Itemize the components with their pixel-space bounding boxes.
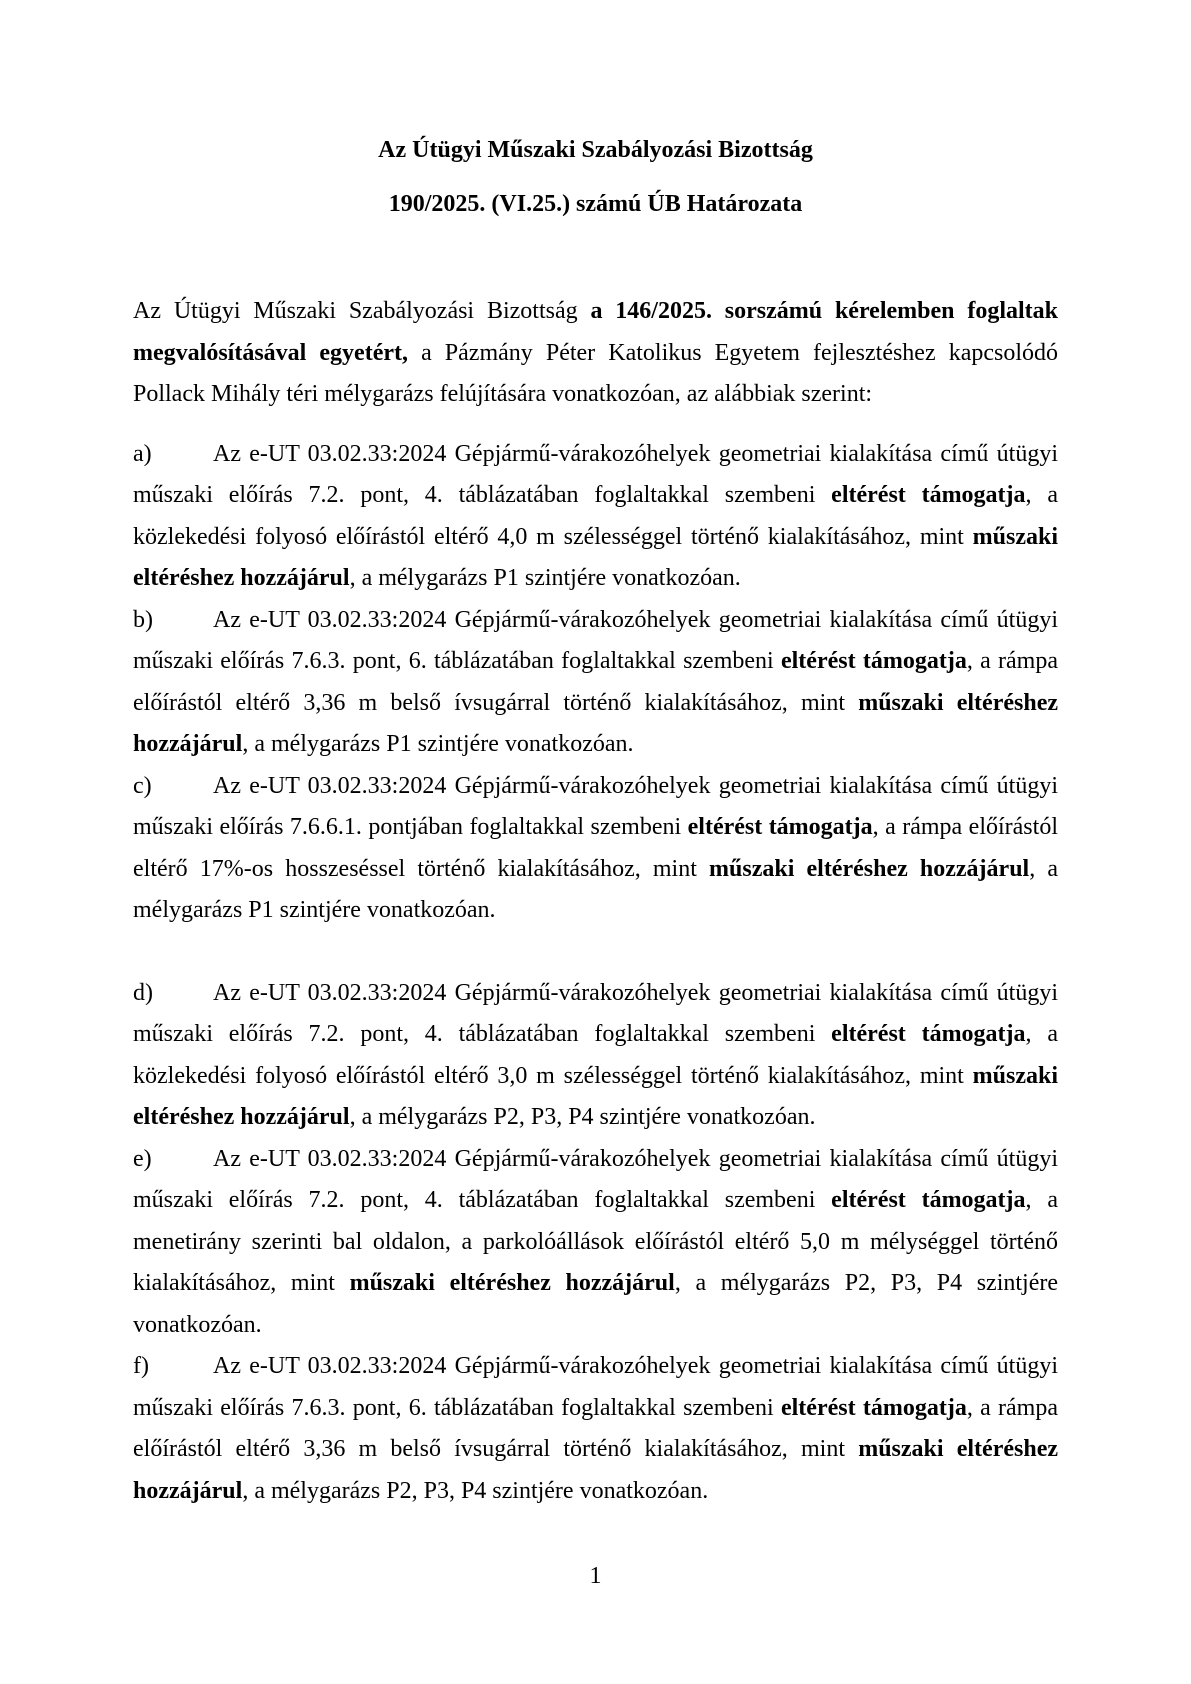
decision-item-a [133,434,1058,600]
decision-item-f [133,1346,1058,1512]
item-text-b: Az e-UT 03.02.33:2024 Gépjármű-várakozóhelyek geometriai kialakítása című útügyi műszaki előírás 7.6.3. pont, 6. táblázatában foglaltakkal szembeni eltérést támogatja, a rámpa előírástól eltérő 3,36 m belső ívsugárral történő kialakításához, mint műszaki eltéréshez hozzájárul, a mélygarázs P1 szintjére vonatkozóan. [133,606,1059,757]
decision-item-b [133,600,1058,766]
item-text-c: Az e-UT 03.02.33:2024 Gépjármű-várakozóhelyek geometriai kialakítása című útügyi műszaki előírás 7.6.6.1. pontjában foglaltakkal szembeni eltérést támogatja, a rámpa előírástól eltérő 17%-os hosszeséssel történő kialakításához, mint műszaki eltéréshez hozzájárul, a mélygarázs P1 szintjére vonatkozóan. [133,772,1059,923]
decision-item-d [133,973,1058,1139]
item-text-f: Az e-UT 03.02.33:2024 Gépjármű-várakozóhelyek geometriai kialakítása című útügyi műszaki előírás 7.6.3. pont, 6. táblázatában foglaltakkal szembeni eltérést támogatja, a rámpa előírástól eltérő 3,36 m belső ívsugárral történő kialakításához, mint műszaki eltéréshez hozzájárul, a mélygarázs P2, P3, P4 szintjére vonatkozóan. [133,1353,1059,1504]
intro-paragraph: Az Útügyi Műszaki Szabályozási Bizottság a 146/2025. sorszámú kérelemben foglaltak megvalósításával egyetért, a Pázmány Péter Katolikus Egyetem fejlesztéshez kapcsolódó Pollack Mihály téri mélygarázs felújítására vonatkozóan, az alábbiak szerint: [133,298,1059,407]
decision-item-e [133,1139,1058,1347]
item-marker-f: f) [133,1353,149,1379]
page-number: 1 [589,1563,602,1589]
item-marker-b: b) [133,606,153,633]
item-marker-a: a) [133,440,152,467]
item-text-a: Az e-UT 03.02.33:2024 Gépjármű-várakozóhelyek geometriai kialakítása című útügyi műszaki előírás 7.2. pont, 4. táblázatában foglaltakkal szembeni eltérést támogatja, a közlekedési folyosó előírástól eltérő 4,0 m szélességgel történő kialakításához, mint műszaki eltéréshez hozzájárul, a mélygarázs P1 szintjére vonatkozóan. [133,440,1058,591]
item-text-d: Az e-UT 03.02.33:2024 Gépjármű-várakozóhelyek geometriai kialakítása című útügyi műszaki előírás 7.2. pont, 4. táblázatában foglaltakkal szembeni eltérést támogatja, a közlekedési folyosó előírástól eltérő 3,0 m szélességgel történő kialakításához, mint műszaki eltéréshez hozzájárul, a mélygarázs P2, P3, P4 szintjére vonatkozóan. [133,979,1058,1130]
item-marker-c: c) [133,772,152,799]
document-title-line-2: 190/2025. (VI.25.) számú ÚB Határozata [388,190,803,217]
item-text-e: Az e-UT 03.02.33:2024 Gépjármű-várakozóhelyek geometriai kialakítása című útügyi műszaki előírás 7.2. pont, 4. táblázatában foglaltakkal szembeni eltérést támogatja, a menetirány szerinti bal oldalon, a parkolóállások előírástól eltérő 5,0 m mélységgel történő kialakításához, mint műszaki eltéréshez hozzájárul, a mélygarázs P2, P3, P4 szintjére vonatkozóan. [133,1145,1059,1338]
decision-item-c [133,766,1058,932]
item-marker-d: d) [133,979,153,1006]
document-title-line-1: Az Útügyi Műszaki Szabályozási Bizottság [378,137,813,163]
item-marker-e: e) [133,1145,152,1172]
